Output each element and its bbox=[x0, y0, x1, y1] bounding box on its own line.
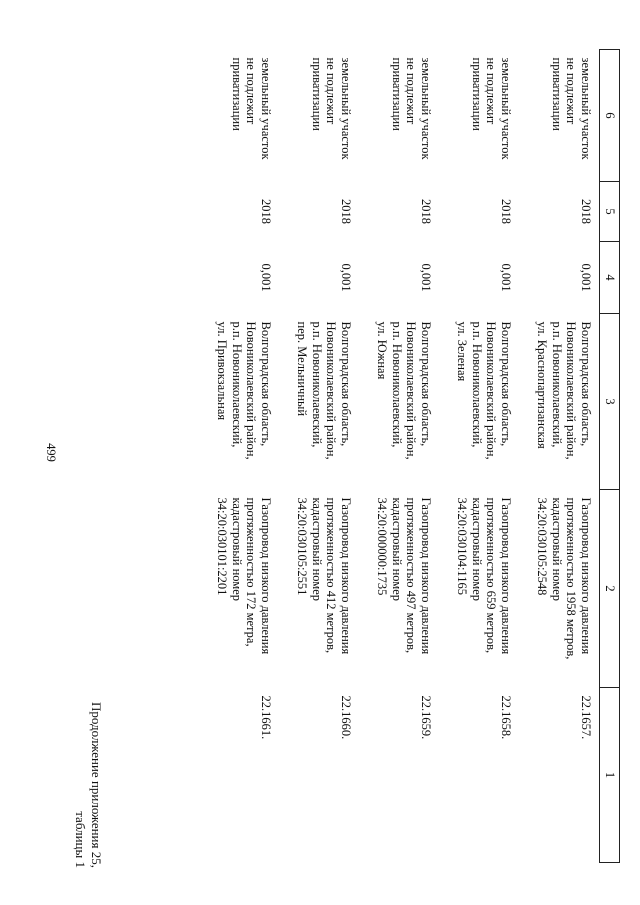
cell-year: 2018 bbox=[499, 199, 513, 224]
cell-name: Газопровод низкого давления протяженностью 412 метров, кадастровый номер 34:20:030105:2551 bbox=[295, 497, 353, 655]
cell-address: Волгоградская область, Новониколаевский район, р.п. Новониколаевский, ул. Зеленая bbox=[455, 321, 513, 460]
table-row bbox=[359, 50, 439, 863]
cell-share: 0,001 bbox=[499, 263, 513, 292]
table-row bbox=[199, 50, 279, 863]
cell-share: 0,001 bbox=[419, 263, 433, 292]
column-header: 5 bbox=[600, 182, 620, 242]
table-row bbox=[439, 50, 519, 863]
continuation-caption bbox=[72, 0, 104, 868]
cell-year: 2018 bbox=[339, 199, 353, 224]
table-row bbox=[519, 50, 600, 863]
column-header: 3 bbox=[600, 314, 620, 490]
cell-note: земельный участок не подлежит приватизации bbox=[550, 57, 593, 160]
cell-note: земельный участок не подлежит приватизации bbox=[390, 57, 433, 160]
cell-address: Волгоградская область, Новониколаевский район, р.п. Новониколаевский, ул. Южная bbox=[375, 321, 433, 460]
continuation-line-1: Продолжение приложения 25, bbox=[89, 701, 104, 868]
cell-share: 0,001 bbox=[259, 263, 273, 292]
cell-number: 22.1657. bbox=[579, 695, 593, 740]
cell-share: 0,001 bbox=[339, 263, 353, 292]
cell-name: Газопровод низкого давления протяженностью 659 метров, кадастровый номер 34:20:030104:1165 bbox=[455, 497, 513, 655]
cell-number: 22.1658. bbox=[499, 695, 513, 740]
cell-number: 22.1661. bbox=[259, 695, 273, 740]
cell-name: Газопровод низкого давления протяженностью 172 метра, кадастровый номер 34:20:030101:2201 bbox=[215, 497, 273, 655]
table-header-row bbox=[600, 50, 620, 863]
column-header: 1 bbox=[600, 688, 620, 863]
property-table bbox=[199, 49, 620, 863]
cell-address: Волгоградская область, Новониколаевский район, р.п. Новониколаевский, ул. Краснопартизанская bbox=[535, 321, 593, 460]
column-header: 6 bbox=[600, 50, 620, 182]
column-header: 4 bbox=[600, 242, 620, 314]
cell-note: земельный участок не подлежит приватизации bbox=[230, 57, 273, 160]
cell-number: 22.1660. bbox=[339, 695, 353, 740]
cell-name: Газопровод низкого давления протяженностью 1958 метров, кадастровый номер 34:20:030105:2548 bbox=[535, 497, 593, 660]
cell-number: 22.1659. bbox=[419, 695, 433, 740]
table-row bbox=[279, 50, 359, 863]
cell-address: Волгоградская область, Новониколаевский район, р.п. Новониколаевский, ул. Привокзальная bbox=[215, 321, 273, 460]
cell-address: Волгоградская область, Новониколаевский район, р.п. Новониколаевский, пер. Мельничный bbox=[295, 321, 353, 460]
cell-year: 2018 bbox=[419, 199, 433, 224]
continuation-line-2: таблицы 1 bbox=[73, 811, 88, 868]
cell-year: 2018 bbox=[259, 199, 273, 224]
page-number: 499 bbox=[44, 443, 58, 462]
column-header: 2 bbox=[600, 490, 620, 688]
cell-name: Газопровод низкого давления протяженностью 497 метров, кадастровый номер 34:20:000000:1735 bbox=[375, 497, 433, 655]
cell-year: 2018 bbox=[579, 199, 593, 224]
cell-share: 0,001 bbox=[579, 263, 593, 292]
cell-note: земельный участок не подлежит приватизации bbox=[470, 57, 513, 160]
cell-note: земельный участок не подлежит приватизации bbox=[310, 57, 353, 160]
